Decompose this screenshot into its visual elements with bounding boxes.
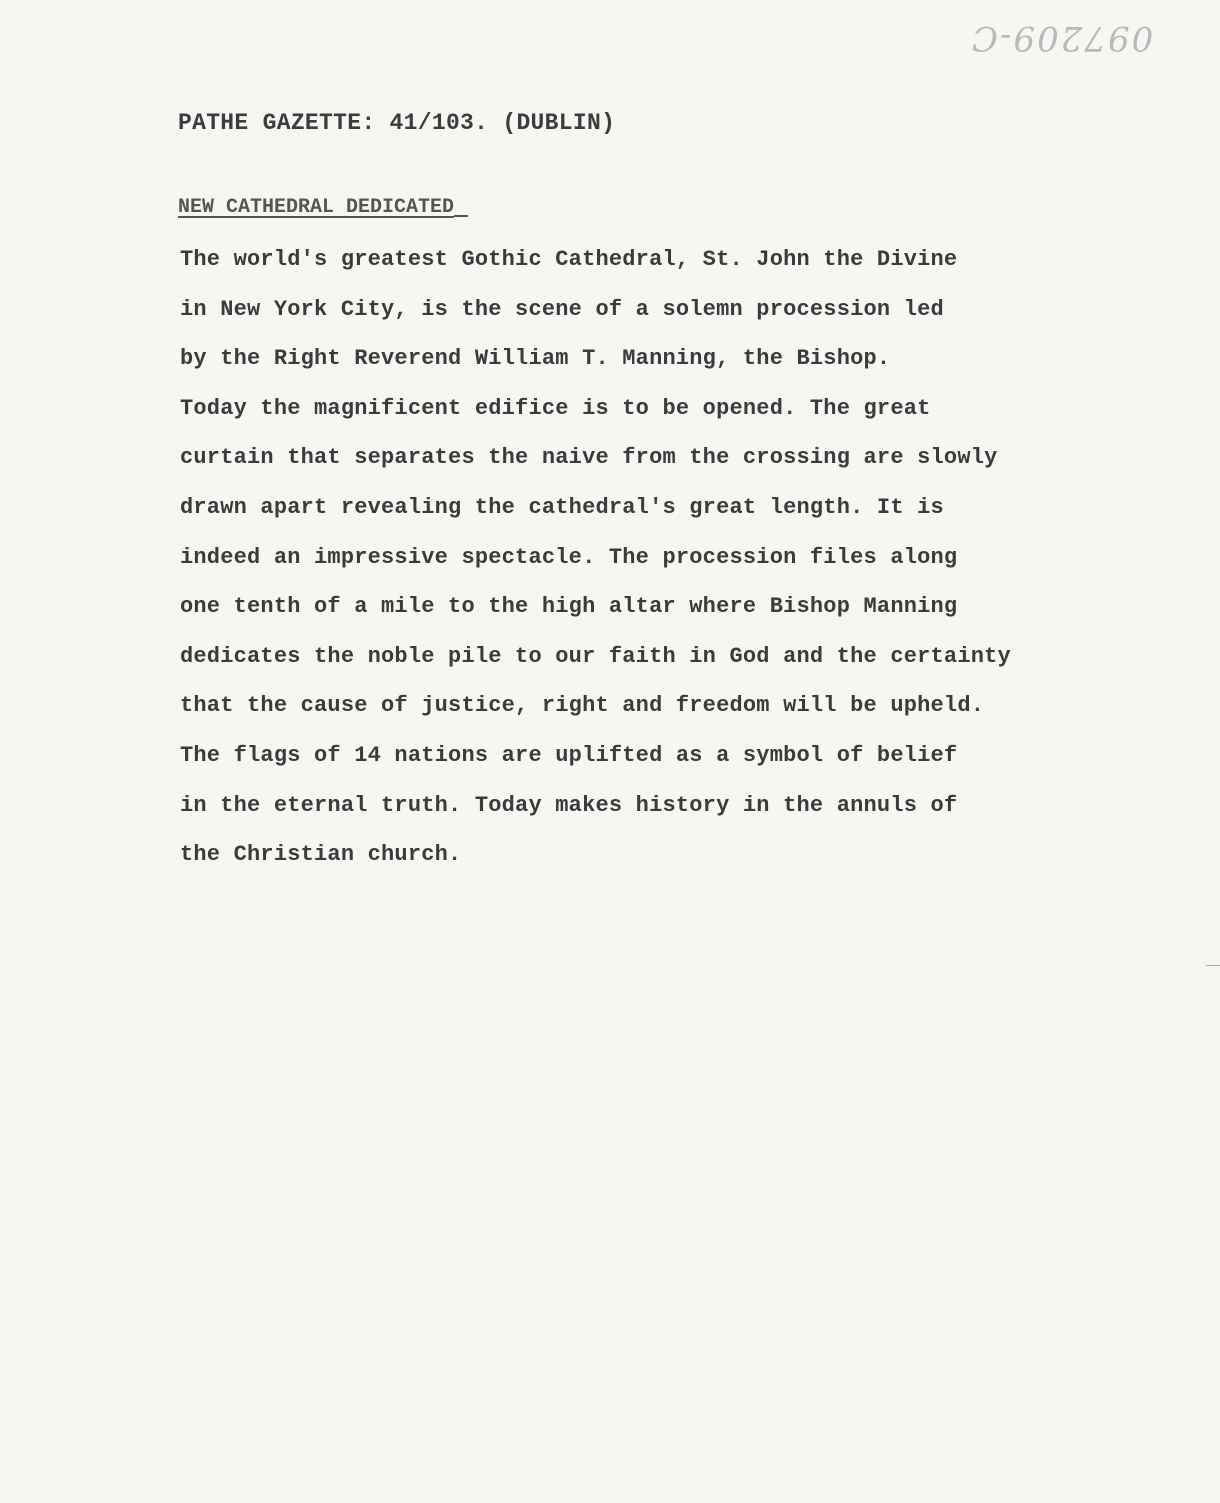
handwritten-catalog-number: 097209-C bbox=[970, 18, 1154, 58]
story-body bbox=[180, 240, 1180, 885]
body-line: by the Right Reverend William T. Manning, the Bishop. bbox=[180, 346, 891, 372]
story-title: NEW CATHEDRAL DEDICATED bbox=[178, 196, 468, 219]
body-line: dedicates the noble pile to our faith in God and the certainty bbox=[180, 643, 1011, 669]
body-line: one tenth of a mile to the high altar where Bishop Manning bbox=[180, 594, 958, 620]
body-line: The world's greatest Gothic Cathedral, St. John the Divine bbox=[180, 247, 958, 272]
body-line: in New York City, is the scene of a solemn procession led bbox=[180, 296, 944, 322]
body-line: curtain that separates the naive from the crossing are slowly bbox=[180, 445, 998, 471]
body-line: that the cause of justice, right and freedom will be upheld. bbox=[180, 693, 985, 719]
body-line: drawn apart revealing the cathedral's great length. It is bbox=[180, 494, 944, 520]
page-edge-mark bbox=[1206, 965, 1220, 966]
body-line: the Christian church. bbox=[180, 842, 462, 868]
body-line: The flags of 14 nations are uplifted as a symbol of belief bbox=[180, 742, 958, 768]
body-line: Today the magnificent edifice is to be opened. The great bbox=[180, 395, 931, 421]
body-line: indeed an impressive spectacle. The procession files along bbox=[180, 544, 958, 570]
body-line: in the eternal truth. Today makes history in the annuls of bbox=[180, 792, 958, 818]
document-header: PATHE GAZETTE: 41/103. (DUBLIN) bbox=[178, 110, 616, 136]
